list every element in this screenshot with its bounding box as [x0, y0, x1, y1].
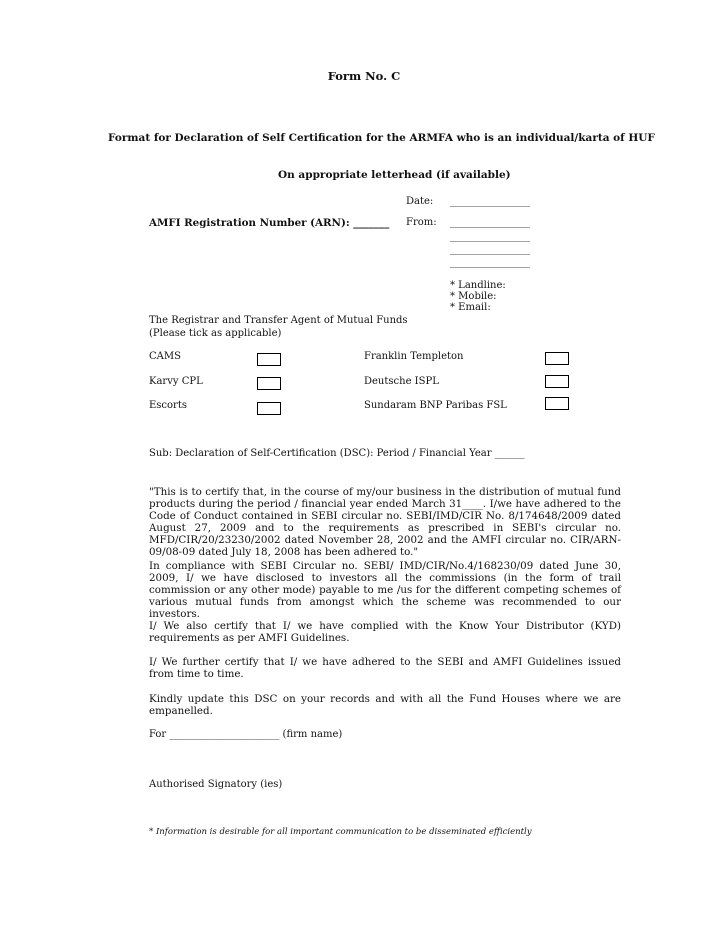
option-label-cams: CAMS — [149, 351, 181, 362]
kyd-paragraph: I/ We also certify that I/ we have complied with the Know Your Distributor (KYD) requirements as per AMFI Guidelines. — [149, 620, 621, 645]
email-label: * Email: — [450, 302, 491, 313]
option-label-sundaram: Sundaram BNP Paribas FSL — [364, 400, 507, 411]
form-subtitle: Format for Declaration of Self Certification for the ARMFA who is an individual/karta of HUF — [108, 132, 655, 144]
footnote: * Information is desirable for all important communication to be disseminated efficiently — [149, 827, 532, 837]
landline-label: * Landline: — [450, 280, 506, 291]
checkbox-deutsche[interactable] — [545, 375, 569, 388]
checkbox-karvy[interactable] — [257, 377, 281, 390]
option-label-escorts: Escorts — [149, 400, 187, 411]
authorised-signatory: Authorised Signatory (ies) — [149, 779, 283, 790]
option-label-franklin-templeton: Franklin Templeton — [364, 351, 464, 362]
from-line[interactable]: ________________ — [450, 217, 530, 228]
checkbox-cams[interactable] — [257, 353, 281, 366]
from-line[interactable]: ________________ — [450, 244, 530, 255]
checkbox-sundaram[interactable] — [545, 397, 569, 410]
date-label: Date: — [406, 196, 434, 207]
form-title: Form No. C — [327, 69, 401, 83]
compliance-paragraph: In compliance with SEBI Circular no. SEBI/ IMD/CIR/No.4/168230/09 dated June 30, 2009, I/ we have disclosed to investors all the commissions (in the form of trail commission or any other mode) payable to me /us for the different competing schemes of various mutual funds from amongst which the scheme was recommended to our investors. — [149, 560, 621, 621]
registrar-heading: The Registrar and Transfer Agent of Mutual Funds — [149, 315, 408, 326]
update-request-paragraph: Kindly update this DSC on your records and with all the Fund Houses where we are empanelled. — [149, 693, 621, 718]
option-label-deutsche: Deutsche ISPL — [364, 376, 439, 387]
from-line[interactable]: ________________ — [450, 257, 530, 268]
from-line[interactable]: ________________ — [450, 231, 530, 242]
option-label-karvy: Karvy CPL — [149, 376, 203, 387]
mobile-label: * Mobile: — [450, 291, 497, 302]
checkbox-escorts[interactable] — [257, 402, 281, 415]
declaration-paragraph: "This is to certify that, in the course of my/our business in the distribution of mutual fund products during the period / financial year ended March 31____. I/we have adhered to the Code of Conduct contained in SEBI circular no. SEBI/IMD/CIR No. 8/174648/2009 dated August 27, 2009 and to the requirements as prescribed in SEBI's circular no. MFD/CIR/20/23230/2002 dated November 28, 2002 and the AMFI circular no. CIR/ARN-09/08-09 dated July 18, 2008 has been adhered to." — [149, 486, 621, 559]
arn-label: AMFI Registration Number (ARN): _______ — [149, 217, 390, 229]
firm-name-line[interactable]: For ______________________ (firm name) — [149, 729, 343, 740]
from-label: From: — [406, 217, 437, 228]
letterhead-note: On appropriate letterhead (if available) — [278, 169, 511, 181]
date-field[interactable]: ________________ — [450, 196, 530, 207]
checkbox-franklin-templeton[interactable] — [545, 352, 569, 365]
subject-line: Sub: Declaration of Self-Certification (DSC): Period / Financial Year ______ — [149, 448, 525, 459]
registrar-instruction: (Please tick as applicable) — [149, 328, 282, 339]
guidelines-paragraph: I/ We further certify that I/ we have adhered to the SEBI and AMFI Guidelines issued from time to time. — [149, 656, 621, 681]
